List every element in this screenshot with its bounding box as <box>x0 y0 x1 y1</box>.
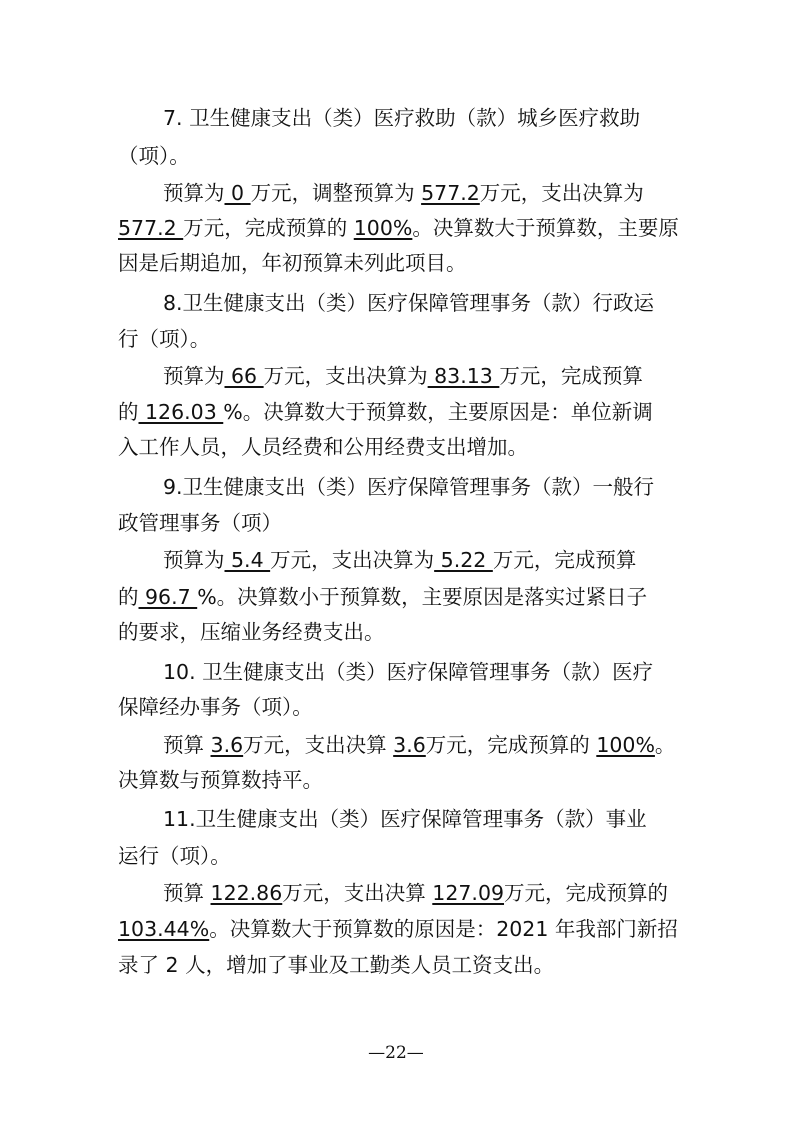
budget-value: 66 <box>224 364 264 388</box>
text: 万元，完成预算 <box>499 364 643 388</box>
section-9-para-line-3 <box>0 618 792 646</box>
text: 万元，完成预算 <box>492 548 637 572</box>
text: 预算为 <box>163 548 225 572</box>
text: 入工作人员，人员经费和公用经费支出增加。 <box>118 435 528 459</box>
section-10-title-cont <box>0 693 792 721</box>
text: 万元，完成预算的 <box>504 881 669 905</box>
section-7-title <box>0 104 792 132</box>
section-11-para-line-2 <box>0 915 792 943</box>
section-8-title <box>0 289 792 317</box>
section-7-title-cont <box>0 142 792 170</box>
text: 因是后期追加，年初预算未列此项目。 <box>118 251 467 275</box>
text: 预算为 <box>163 364 225 388</box>
text: 保障经办事务（项）。 <box>118 695 313 719</box>
text: 行（项）。 <box>118 327 211 351</box>
section-8-para-line-2 <box>0 398 792 426</box>
text: %。决算数大于预算数，主要原因是：单位新调 <box>223 400 653 424</box>
section-11-title <box>0 805 792 833</box>
text: 。决算数大于预算数的原因是：2021 年我部门新招 <box>209 917 678 941</box>
text: 决算数与预算数持平。 <box>118 768 323 792</box>
text: 的要求，压缩业务经费支出。 <box>118 620 385 644</box>
text: 的 <box>118 585 139 609</box>
text: 万元，支出决算为 <box>270 548 435 572</box>
final-account-value: 3.6 <box>393 733 426 757</box>
completion-rate: 100% <box>596 733 655 757</box>
completion-rate: 126.03 <box>138 400 224 424</box>
text: 政管理事务（项） <box>118 511 282 535</box>
section-7-para-line-3 <box>0 249 792 277</box>
text: 的 <box>118 400 139 424</box>
completion-rate: 100% <box>353 216 413 240</box>
section-9-title <box>0 473 792 501</box>
text: 万元，完成预算的 <box>183 216 354 240</box>
text: 万元，支出决算 <box>243 733 394 757</box>
completion-rate: 96.7 <box>138 585 198 609</box>
text: 10. 卫生健康支出（类）医疗保障管理事务（款）医疗 <box>163 660 654 684</box>
text: %。决算数小于预算数，主要原因是落实过紧日子 <box>197 585 648 609</box>
completion-rate: 103.44% <box>118 917 210 941</box>
budget-value: 3.6 <box>210 733 244 757</box>
section-10-para-line-2 <box>0 766 792 794</box>
text: 。 <box>654 733 676 757</box>
text: 万元，完成预算的 <box>425 733 597 757</box>
final-account-value: 83.13 <box>427 364 500 388</box>
section-7-title-cont-text: （项）。 <box>118 144 190 168</box>
text: 预算 <box>163 881 211 905</box>
text: 。决算数大于预算数，主要原 <box>412 216 679 240</box>
section-7-para-line-1 <box>0 179 792 207</box>
text: 万元，调整预算为 <box>250 181 422 205</box>
adjusted-budget-value: 577.2 <box>421 181 480 205</box>
section-10-title <box>0 658 792 686</box>
section-8-para-line-1 <box>0 362 792 390</box>
section-8-para-line-3 <box>0 433 792 461</box>
text: 9.卫生健康支出（类）医疗保障管理事务（款）一般行 <box>163 475 655 499</box>
final-account-value: 127.09 <box>432 881 505 905</box>
section-11-title-cont <box>0 842 792 870</box>
section-7-para-line-2 <box>0 214 792 242</box>
text: 万元，支出决算为 <box>479 181 644 205</box>
section-9-title-cont <box>0 509 792 537</box>
budget-value: 122.86 <box>210 881 283 905</box>
section-7-title-text: 7. 卫生健康支出（类）医疗救助（款）城乡医疗救助 <box>163 106 641 130</box>
text: 11.卫生健康支出（类）医疗保障管理事务（款）事业 <box>163 807 647 831</box>
text: 预算 <box>163 733 211 757</box>
section-11-para-line-3 <box>0 951 792 979</box>
section-11-para-line-1 <box>0 879 792 907</box>
section-10-para-line-1 <box>0 731 792 759</box>
final-account-value: 5.22 <box>434 548 493 572</box>
text: 万元，支出决算为 <box>263 364 428 388</box>
page-number: —22— <box>368 1043 424 1063</box>
text: 8.卫生健康支出（类）医疗保障管理事务（款）行政运 <box>163 291 655 315</box>
section-8-title-cont <box>0 325 792 353</box>
budget-value: 5.4 <box>224 548 271 572</box>
text: 运行（项）。 <box>118 844 231 868</box>
final-account-value: 577.2 <box>118 216 184 240</box>
text: 录了 2 人，增加了事业及工勤类人员工资支出。 <box>118 953 555 977</box>
text: 预算为 <box>163 181 225 205</box>
section-9-para-line-2 <box>0 583 792 611</box>
budget-value: 0 <box>224 181 251 205</box>
text: 万元，支出决算 <box>282 881 433 905</box>
section-9-para-line-1 <box>0 546 792 574</box>
